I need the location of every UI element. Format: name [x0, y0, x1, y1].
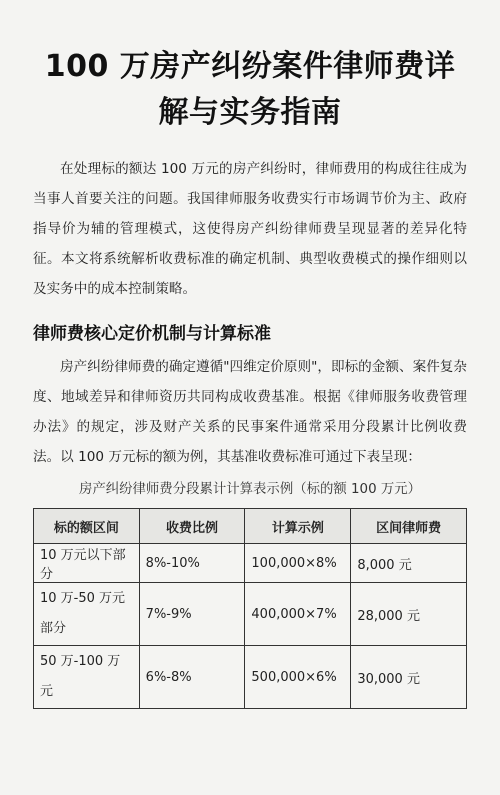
table-caption: 房产纠纷律师费分段累计计算表示例（标的额 100 万元）: [78, 482, 422, 497]
table-cell: 500,000×6%: [245, 646, 351, 709]
table-header-row: [34, 509, 467, 544]
table-row: [34, 583, 467, 646]
table-cell: 100,000×8%: [245, 544, 351, 583]
fee-table: [33, 508, 467, 709]
table-header-cell: 区间律师费: [351, 509, 467, 544]
table-cell: 28,000 元: [351, 583, 467, 646]
section-heading: 律师费核心定价机制与计算标准: [33, 324, 271, 344]
intro-paragraph: 在处理标的额达 100 万元的房产纠纷时，律师费用的构成往往成为当事人首要关注的问题。我国律师服务收费实行市场调节价为主、政府指导价为辅的管理模式，这使得房产纠纷律师费呈现显著的差异化特征。本文将系统解析收费标准的确定机制、典型收费模式的操作细则以及实务中的成本控制策略。: [33, 161, 467, 297]
table-cell: 8%-10%: [139, 544, 245, 583]
table-cell: 8,000 元: [351, 544, 467, 583]
table-row: [34, 544, 467, 583]
table-header-cell: 计算示例: [245, 509, 351, 544]
table-cell: 7%-9%: [139, 583, 245, 646]
table-header-cell: 标的额区间: [34, 509, 140, 544]
table-cell: 10 万-50 万元部分: [34, 583, 140, 646]
table-cell: 10 万元以下部分: [34, 544, 140, 583]
table-row: [34, 646, 467, 709]
table-cell: 6%-8%: [139, 646, 245, 709]
article-title: 100 万房产纠纷案件律师费详解与实务指南: [44, 49, 456, 130]
section-paragraph: 房产纠纷律师费的确定遵循"四维定价原则"，即标的金额、案件复杂度、地域差异和律师资历共同构成收费基准。根据《律师服务收费管理办法》的规定，涉及财产关系的民事案件通常采用分段累计比例收费法。以 100 万元标的额为例，其基准收费标准可通过下表呈现：: [33, 359, 467, 465]
table-cell: 30,000 元: [351, 646, 467, 709]
table-cell: 50 万-100 万元: [34, 646, 140, 709]
table-cell: 400,000×7%: [245, 583, 351, 646]
table-header-cell: 收费比例: [139, 509, 245, 544]
